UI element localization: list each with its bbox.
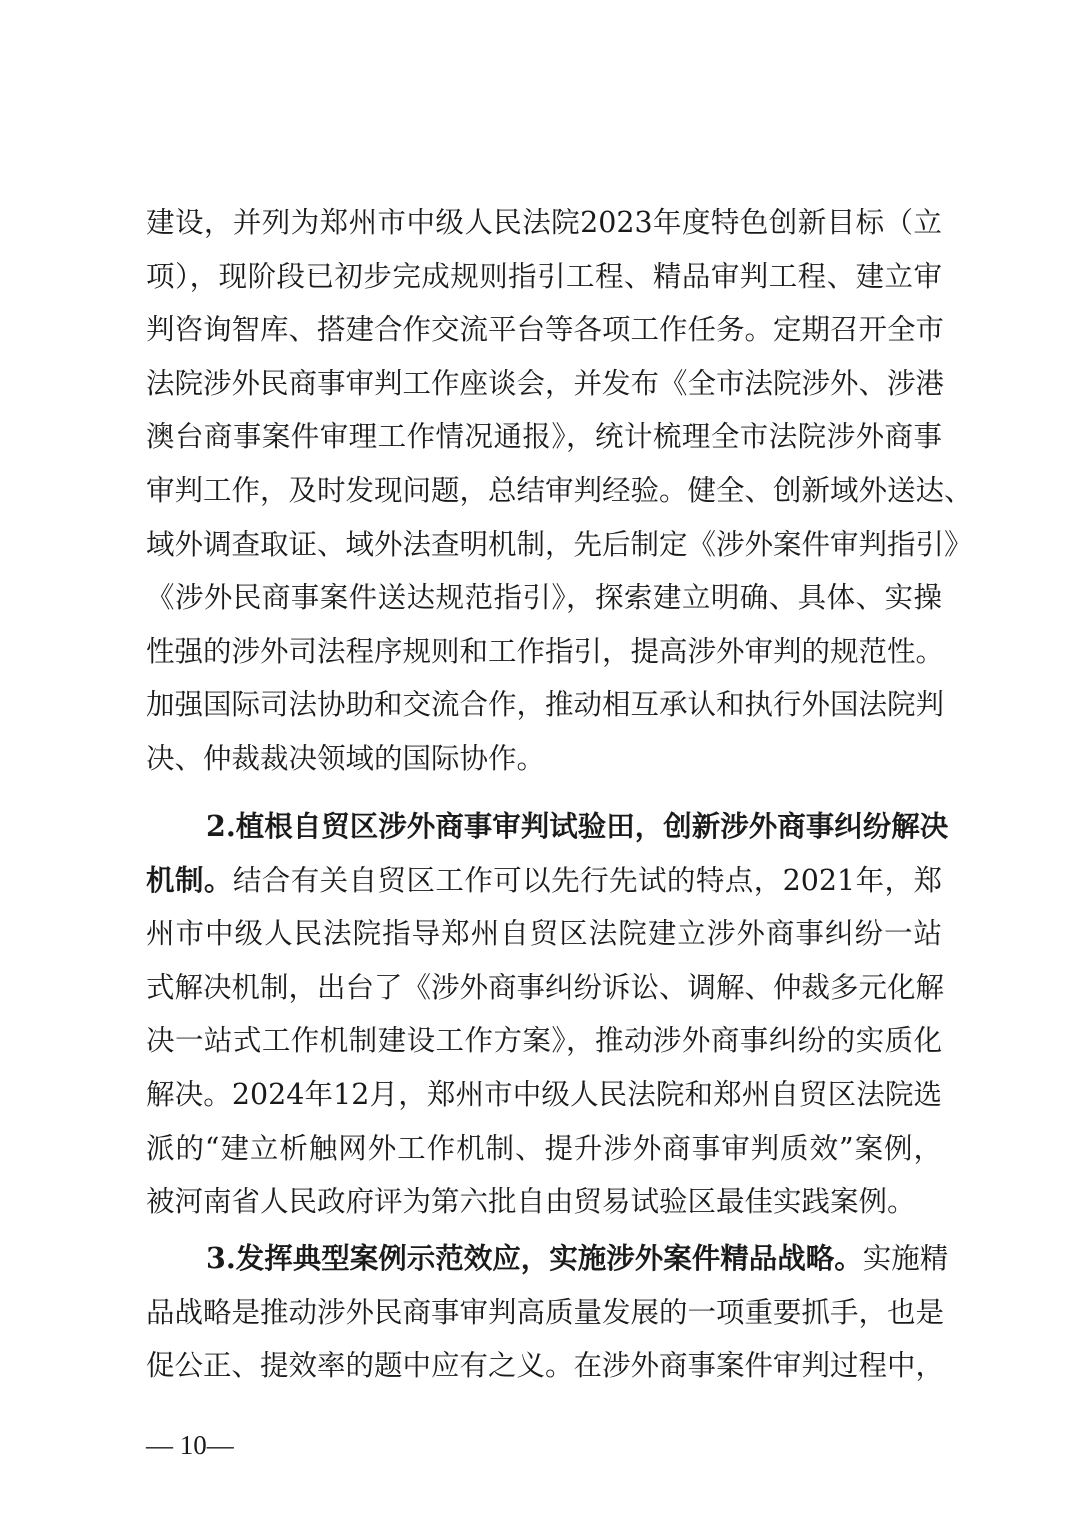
paragraph-line <box>146 854 942 908</box>
paragraph-line: 被河南省人民政府评为第六批自由贸易试验区最佳实践案例。 <box>146 1185 916 1219</box>
paragraph-line: 派的“建立析触网外工作机制、提升涉外商事审判质效”案例， <box>146 1131 942 1165</box>
paragraph-2 <box>146 800 949 1229</box>
paragraph-1 <box>146 196 973 786</box>
paragraph-line <box>146 1232 949 1286</box>
paragraph-text: 结合有关自贸区工作可以先行先试的特点，2021年，郑 <box>232 863 942 897</box>
paragraph-line: 项），现阶段已初步完成规则指引工程、精品审判工程、建立审 <box>146 259 942 293</box>
section-heading-end: 机制。 <box>146 862 233 897</box>
paragraph-line: 决、仲裁裁决领域的国际协作。 <box>146 741 546 775</box>
paragraph-line: 《涉外民商事案件送达规范指引》，探索建立明确、具体、实操 <box>146 581 942 615</box>
paragraph-line: 澳台商事案件审理工作情况通报》，统计梳理全市法院涉外商事 <box>146 420 942 454</box>
paragraph-line: 域外调查取证、域外法查明机制，先后制定《涉外案件审判指引》 <box>146 527 973 561</box>
section-heading: 2.植根自贸区涉外商事审判试验田，创新涉外商事纠纷解决 <box>206 809 949 843</box>
paragraph-line: 加强国际司法协助和交流合作，推动相互承认和执行外国法院判 <box>146 688 945 722</box>
page-number: — 10— <box>146 1430 234 1460</box>
paragraph-line: 式解决机制，出台了《涉外商事纠纷诉讼、调解、仲裁多元化解 <box>146 970 945 1004</box>
section-heading: 3.发挥典型案例示范效应，实施涉外案件精品战略。 <box>206 1241 863 1275</box>
paragraph-text: 实施精 <box>862 1242 949 1275</box>
paragraph-line: 审判工作，及时发现问题，总结审判经验。健全、创新域外送达、 <box>146 473 973 507</box>
paragraph-line: 判咨询智库、搭建合作交流平台等各项工作任务。定期召开全市 <box>146 313 945 347</box>
paragraph-line: 性强的涉外司法程序规则和工作指引，提高涉外审判的规范性。 <box>146 634 945 668</box>
paragraph-line: 解决。2024年12月，郑州市中级人民法院和郑州自贸区法院选 <box>146 1077 942 1111</box>
paragraph-3 <box>146 1232 949 1393</box>
paragraph-line: 州市中级人民法院指导郑州自贸区法院建立涉外商事纠纷一站 <box>146 917 942 951</box>
paragraph-line: 促公正、提效率的题中应有之义。在涉外商事案件审判过程中， <box>146 1349 945 1383</box>
paragraph-line: 法院涉外民商事审判工作座谈会，并发布《全市法院涉外、涉港 <box>146 366 945 400</box>
paragraph-line: 决一站式工作机制建设工作方案》，推动涉外商事纠纷的实质化 <box>146 1024 942 1058</box>
paragraph-line: 建设，并列为郑州市中级人民法院2023年度特色创新目标（立 <box>146 206 942 239</box>
paragraph-line: 品战略是推动涉外民商事审判高质量发展的一项重要抓手，也是 <box>146 1295 945 1329</box>
